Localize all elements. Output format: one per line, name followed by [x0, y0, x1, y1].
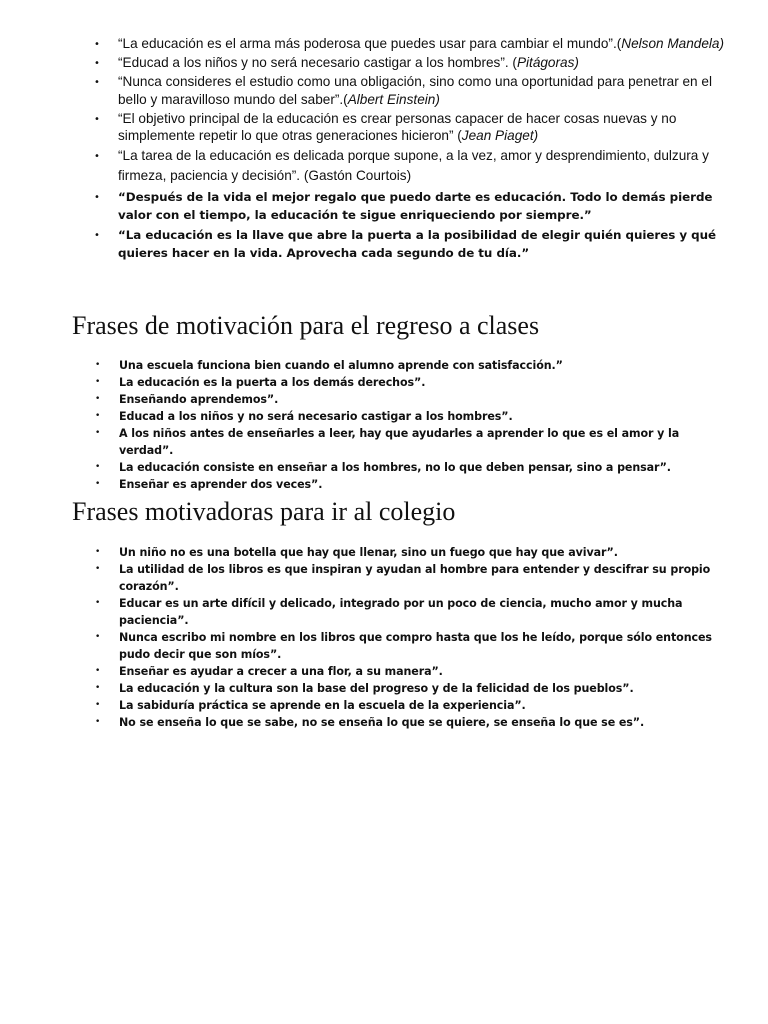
colegio-list: [95, 544, 729, 731]
quote-author: Nelson Mandela): [621, 36, 725, 51]
bullet-icon: •: [94, 151, 100, 162]
list-item: [95, 544, 729, 561]
quote-author: Albert Einstein): [347, 91, 440, 107]
list-item: [95, 425, 729, 459]
list-item: [94, 226, 730, 262]
list-item: [95, 357, 729, 374]
list-item: [94, 73, 730, 108]
bullet-icon: •: [95, 683, 101, 693]
phrase-text: Enseñando aprendemos”.: [119, 393, 279, 406]
quote-text: “La tarea de la educación es delicada porque supone, a la vez, amor y desprendimiento, dulzura y firmeza, paciencia y decisión”. (Gastón Courtois): [118, 148, 709, 183]
list-item: [95, 595, 729, 629]
quote-text: “La educación es el arma más poderosa que puedes usar para cambiar el mundo”.(: [118, 36, 622, 51]
bullet-icon: •: [95, 564, 101, 574]
phrase-text: Enseñar es ayudar a crecer a una flor, a su manera”.: [119, 665, 443, 678]
phrase-text: Un niño no es una botella que hay que llenar, sino un fuego que hay que avivar”.: [119, 546, 618, 559]
phrase-text: A los niños antes de enseñarles a leer, hay que ayudarles a aprender lo que es el amor y la verdad”.: [119, 427, 680, 457]
bullet-icon: •: [94, 58, 100, 69]
list-item: [95, 561, 729, 595]
phrase-text: La educación es la puerta a los demás derechos”.: [119, 376, 426, 389]
phrase-text: Educar es un arte difícil y delicado, integrado por un poco de ciencia, mucho amor y mucha paciencia”.: [119, 597, 683, 627]
list-item: [95, 374, 729, 391]
bullet-icon: •: [95, 394, 101, 404]
quote-text: “Nunca consideres el estudio como una obligación, sino como una oportunidad para penetrar en el bello y maravilloso mundo del saber”.(: [118, 74, 712, 107]
list-item: [95, 408, 729, 425]
section-heading-motivacion: Frases de motivación para el regreso a clases: [72, 311, 540, 340]
bullet-icon: •: [94, 192, 100, 203]
section-heading-colegio: Frases motivadoras para ir al colegio: [72, 497, 456, 526]
quote-text: “Educad a los niños y no será necesario castigar a los hombres”. (: [118, 55, 517, 70]
bullet-icon: •: [95, 377, 101, 387]
bullet-icon: •: [95, 462, 101, 472]
list-item: [94, 188, 730, 224]
bullet-icon: •: [95, 598, 101, 608]
quotes-list: [94, 35, 730, 264]
motivacion-list: [95, 357, 729, 493]
bullet-icon: •: [95, 479, 101, 489]
list-item: [95, 476, 729, 493]
list-item: [94, 146, 730, 186]
list-item: [94, 35, 730, 53]
list-item: [95, 714, 729, 731]
phrase-text: Una escuela funciona bien cuando el alumno aprende con satisfacción.”: [119, 359, 563, 372]
list-item: [94, 110, 730, 145]
bullet-icon: •: [94, 113, 100, 125]
bullet-icon: •: [95, 360, 101, 370]
quote-text: “La educación es la llave que abre la puerta a la posibilidad de elegir quién quieres y qué quieres hacer en la vida. Aprovecha cada segundo de tu día.”: [118, 228, 717, 260]
list-item: [95, 629, 729, 663]
phrase-text: No se enseña lo que se sabe, no se enseña lo que se quiere, se enseña lo que se es”.: [119, 716, 645, 729]
list-item: [95, 697, 729, 714]
bullet-icon: •: [95, 547, 101, 557]
list-item: [95, 663, 729, 680]
list-item: [95, 459, 729, 476]
list-item: [94, 54, 730, 72]
phrase-text: Educad a los niños y no será necesario castigar a los hombres”.: [119, 410, 513, 423]
phrase-text: La educación y la cultura son la base del progreso y de la felicidad de los pueblos”.: [119, 682, 634, 695]
bullet-icon: •: [94, 230, 100, 241]
bullet-icon: •: [95, 411, 101, 421]
phrase-text: La utilidad de los libros es que inspiran y ayudan al hombre para entender y descifrar su propio corazón”.: [119, 563, 711, 593]
bullet-icon: •: [94, 39, 100, 50]
quote-author: Pitágoras): [516, 55, 579, 70]
list-item: [95, 680, 729, 697]
bullet-icon: •: [95, 428, 101, 438]
bullet-icon: •: [94, 77, 100, 88]
phrase-text: Nunca escribo mi nombre en los libros que compro hasta que los he leído, porque sólo entonces pudo decir que son míos”.: [119, 631, 712, 661]
list-item: [95, 391, 729, 408]
phrase-text: Enseñar es aprender dos veces”.: [119, 478, 323, 491]
quote-author: Jean Piaget): [461, 128, 539, 143]
bullet-icon: •: [95, 700, 101, 710]
quote-text: “Después de la vida el mejor regalo que puedo darte es educación. Todo lo demás pierde valor con el tiempo, la educación te sigue enriqueciendo por siempre.”: [118, 190, 713, 222]
phrase-text: La educación consiste en enseñar a los hombres, no lo que deben pensar, sino a pensar”.: [119, 461, 671, 474]
phrase-text: La sabiduría práctica se aprende en la escuela de la experiencia”.: [119, 699, 526, 712]
quote-text: “El objetivo principal de la educación es crear personas capacer de hacer cosas nuevas y no simplemente repetir lo que otras generaciones hicieron” (: [118, 110, 677, 143]
bullet-icon: •: [95, 632, 101, 642]
bullet-icon: •: [95, 666, 101, 676]
bullet-icon: •: [95, 717, 101, 727]
